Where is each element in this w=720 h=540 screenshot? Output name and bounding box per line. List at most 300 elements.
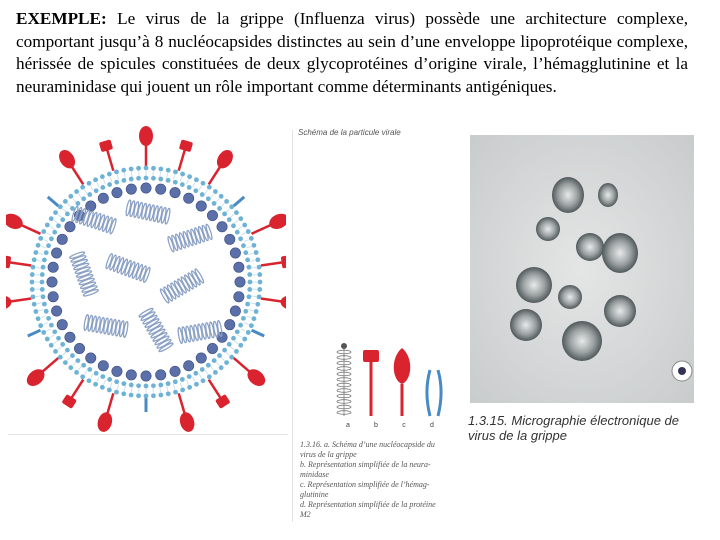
lipid-head xyxy=(200,192,205,197)
matrix-protein xyxy=(170,187,180,197)
hemagglutinin-head xyxy=(214,147,237,171)
lipid-head xyxy=(114,390,119,395)
lipid-head xyxy=(206,196,211,201)
lipid-head xyxy=(80,374,85,379)
lipid-head xyxy=(249,236,254,241)
lipid-tail xyxy=(246,246,251,248)
lipid-tail xyxy=(187,380,189,385)
lipid-head xyxy=(201,378,206,383)
matrix-protein xyxy=(86,201,96,211)
lipid-head xyxy=(30,287,35,292)
lipid-tail xyxy=(63,352,67,355)
lipid-tail xyxy=(211,366,214,370)
matrix-protein xyxy=(196,201,206,211)
lipid-head xyxy=(121,391,126,396)
lipid-tail xyxy=(104,179,106,184)
lipid-head xyxy=(58,204,63,209)
lipid-head xyxy=(60,217,65,222)
lipid-tail xyxy=(37,303,42,304)
lipid-tail xyxy=(221,204,225,208)
lipid-tail xyxy=(117,175,118,180)
nucleocapsid xyxy=(125,200,171,225)
matrix-protein xyxy=(51,248,61,258)
lipid-head xyxy=(222,211,227,216)
lipid-head xyxy=(36,316,41,321)
neuraminidase-detail xyxy=(363,350,379,416)
virion-particle xyxy=(602,233,638,273)
lipid-head xyxy=(75,358,80,363)
lipid-envelope xyxy=(30,166,263,399)
neuraminidase-head xyxy=(61,394,77,409)
lipid-head xyxy=(129,393,134,398)
lipid-head xyxy=(241,316,246,321)
lipid-head xyxy=(41,265,46,270)
virion-particle xyxy=(604,295,636,327)
lipid-tail xyxy=(160,387,161,392)
virion-particle xyxy=(562,321,602,361)
virion-particle xyxy=(598,183,618,207)
lipid-tail xyxy=(50,227,54,230)
lipid-tail xyxy=(199,374,202,378)
lipid-head xyxy=(213,189,218,194)
matrix-protein xyxy=(51,306,61,316)
matrix-protein xyxy=(156,370,166,380)
lipid-head xyxy=(46,316,51,321)
lipid-head xyxy=(212,201,217,206)
lipid-head xyxy=(222,348,227,353)
m2-spike xyxy=(252,330,265,336)
lipid-head xyxy=(100,185,105,190)
lipid-head xyxy=(252,316,257,321)
lipid-head xyxy=(200,367,205,372)
lipid-head xyxy=(114,169,119,174)
lipid-tail xyxy=(58,214,62,217)
lipid-head xyxy=(224,199,229,204)
lipid-head xyxy=(136,383,141,388)
lipid-head xyxy=(213,370,218,375)
lipid-head xyxy=(227,217,232,222)
lipid-head xyxy=(87,192,92,197)
lipid-head xyxy=(193,188,198,193)
lipid-head xyxy=(187,174,192,179)
lipid-head xyxy=(107,172,112,177)
lipid-tail xyxy=(43,323,48,325)
lipid-head xyxy=(65,348,70,353)
lipid-head xyxy=(65,211,70,216)
lipid-head xyxy=(129,383,134,388)
matrix-protein xyxy=(234,292,244,302)
legend-line: virus de la grippe xyxy=(300,450,357,459)
lipid-head xyxy=(166,178,171,183)
hemagglutinin-head xyxy=(56,147,79,171)
lipid-head xyxy=(45,337,50,342)
lipid-tail xyxy=(211,194,214,198)
lipid-head xyxy=(136,393,141,398)
m2-protein-detail xyxy=(427,370,441,416)
lipid-head xyxy=(107,182,112,187)
lipid-head xyxy=(207,374,212,379)
lipid-head xyxy=(32,302,37,307)
virion-particle xyxy=(510,309,542,341)
lipid-head xyxy=(242,223,247,228)
hemagglutinin-head xyxy=(178,411,197,432)
lipid-tail xyxy=(63,209,67,212)
lipid-head xyxy=(235,329,240,334)
legend-line: minidase xyxy=(300,470,329,479)
hemagglutinin-detail xyxy=(394,348,411,416)
electron-micrograph xyxy=(470,135,694,403)
lipid-head xyxy=(187,374,192,379)
lipid-tail xyxy=(180,177,182,182)
matrix-protein xyxy=(74,343,84,353)
lipid-tail xyxy=(160,172,161,177)
lipid-head xyxy=(245,257,250,262)
lipid-tail xyxy=(68,204,72,208)
m2-spike xyxy=(48,197,59,206)
lipid-head xyxy=(229,355,234,360)
lipid-tail xyxy=(54,341,58,344)
lipid-head xyxy=(194,177,199,182)
lipid-head xyxy=(151,176,156,181)
neuraminidase-head xyxy=(215,394,231,409)
lipid-head xyxy=(158,383,163,388)
lipid-head xyxy=(158,177,163,182)
matrix-protein xyxy=(234,262,244,272)
lipid-tail xyxy=(250,260,255,261)
hemagglutinin-head xyxy=(139,126,153,146)
lipid-tail xyxy=(124,386,125,391)
lipid-head xyxy=(46,243,51,248)
lipid-tail xyxy=(73,362,76,366)
lipid-head xyxy=(107,388,112,393)
lipid-head xyxy=(234,210,239,215)
lipid-head xyxy=(238,343,243,348)
lipid-head xyxy=(52,329,57,334)
spike-labels xyxy=(334,422,454,429)
nucleocapsid xyxy=(138,307,173,352)
lipid-head xyxy=(144,166,149,171)
lipid-head xyxy=(246,229,251,234)
matrix-protein xyxy=(225,234,235,244)
lipid-tail xyxy=(251,268,256,269)
lipid-head xyxy=(60,342,65,347)
lipid-head xyxy=(248,280,253,285)
lipid-head xyxy=(257,265,262,270)
matrix-protein xyxy=(225,319,235,329)
lipid-head xyxy=(32,257,37,262)
lipid-head xyxy=(224,360,229,365)
lipid-head xyxy=(231,336,236,341)
matrix-protein xyxy=(112,187,122,197)
lipid-head xyxy=(42,257,47,262)
lipid-head xyxy=(42,302,47,307)
lipid-head xyxy=(49,343,54,348)
intro-text: Le virus de la grippe (Influenza virus) possède une architecture complexe, comportant jusqu’à 8 nucléocapsides distinctes au sein d’une enveloppe lipoprotéique complexe, hérissée de spicules constituées de deux glycoprotéines d’origine virale, l’hémagglutinine et la neuraminidase qui jouent un rôle important comme déterminants antigéniques. xyxy=(16,9,688,96)
lipid-head xyxy=(74,189,79,194)
lipid-tail xyxy=(234,220,238,223)
matrix-protein xyxy=(112,366,122,376)
legend-line: c. Représentation simplifiée de l’hémag- xyxy=(300,480,430,489)
lipid-head xyxy=(246,330,251,335)
lipid-head xyxy=(129,167,134,172)
lipid-tail xyxy=(199,186,202,190)
lipid-tail xyxy=(173,384,174,389)
lipid-head xyxy=(158,167,163,172)
lipid-head xyxy=(255,302,260,307)
matrix-protein xyxy=(207,210,217,220)
matrix-protein xyxy=(235,277,245,287)
lipid-head xyxy=(158,393,163,398)
lipid-head xyxy=(129,177,134,182)
lipid-head xyxy=(180,377,185,382)
lipid-head xyxy=(49,323,54,328)
lipid-head xyxy=(238,236,243,241)
nucleocapsid xyxy=(167,224,213,253)
virion-particle xyxy=(552,177,584,213)
lipid-head xyxy=(201,181,206,186)
lipid-tail xyxy=(216,199,219,203)
lipid-head xyxy=(94,371,99,376)
lipid-head xyxy=(247,294,252,299)
lipid-head xyxy=(247,272,252,277)
lipid-head xyxy=(212,358,217,363)
lipid-head xyxy=(241,243,246,248)
lipid-head xyxy=(193,371,198,376)
matrix-protein xyxy=(183,361,193,371)
lipid-tail xyxy=(167,386,168,391)
lipid-head xyxy=(151,383,156,388)
matrix-protein xyxy=(230,248,240,258)
lipid-head xyxy=(49,236,54,241)
lipid-head xyxy=(229,204,234,209)
lipid-tail xyxy=(46,329,50,331)
legend-line: b. Représentation simplifiée de la neura- xyxy=(300,460,431,469)
lipid-head xyxy=(36,243,41,248)
lipid-head xyxy=(173,379,178,384)
legend-line: d. Représentation simplifiée de la protéine xyxy=(300,500,436,509)
lipid-tail xyxy=(193,377,195,381)
neuraminidase-head xyxy=(179,139,193,152)
lipid-tail xyxy=(248,253,253,254)
lipid-tail xyxy=(244,323,249,325)
lipid-tail xyxy=(78,366,81,370)
lipid-head xyxy=(219,365,224,370)
matrix-protein xyxy=(230,306,240,316)
lipid-head xyxy=(247,287,252,292)
lipid-tail xyxy=(205,370,208,374)
lipid-tail xyxy=(205,190,208,194)
lipid-head xyxy=(52,230,57,235)
lipid-head xyxy=(41,294,46,299)
matrix-protein xyxy=(47,277,57,287)
matrix-protein xyxy=(126,370,136,380)
lipid-tail xyxy=(246,316,251,318)
lipid-head xyxy=(144,176,149,181)
lipid-head xyxy=(81,196,86,201)
lipid-tail xyxy=(84,190,87,194)
lipid-head xyxy=(56,336,61,341)
lipid-tail xyxy=(36,268,41,269)
lipid-tail xyxy=(110,382,112,387)
lipid-head xyxy=(187,185,192,190)
matrix-protein xyxy=(98,193,108,203)
lipid-head xyxy=(93,177,98,182)
lipid-tail xyxy=(248,309,253,310)
lipid-head xyxy=(151,393,156,398)
nucleocapsid xyxy=(177,320,222,343)
lipid-tail xyxy=(238,227,242,230)
lipid-head xyxy=(56,223,61,228)
matrix-protein xyxy=(156,184,166,194)
lipid-head xyxy=(45,223,50,228)
lipid-head xyxy=(173,180,178,185)
virion-particle xyxy=(558,285,582,309)
hemagglutinin-head xyxy=(267,211,286,232)
lipid-head xyxy=(166,381,171,386)
matrix-protein xyxy=(126,184,136,194)
lipid-head xyxy=(257,294,262,299)
matrix-protein xyxy=(183,193,193,203)
lipid-tail xyxy=(58,347,62,350)
matrix-protein xyxy=(48,292,58,302)
lipid-head xyxy=(100,174,105,179)
lipid-tail xyxy=(251,296,256,297)
matrix-protein xyxy=(86,353,96,363)
lipid-head xyxy=(33,250,38,255)
nucleocapsid xyxy=(83,314,128,337)
legend-line: glutinine xyxy=(300,490,329,499)
lipid-head xyxy=(87,181,92,186)
lipid-tail xyxy=(36,296,41,297)
lipid-head xyxy=(63,199,68,204)
hemagglutinin-head xyxy=(6,211,25,232)
lipid-head xyxy=(243,309,248,314)
neuraminidase-head xyxy=(281,255,286,268)
lipid-head xyxy=(254,250,259,255)
lipid-tail xyxy=(124,173,125,178)
lipid-head xyxy=(30,272,35,277)
lipid-head xyxy=(136,166,141,171)
lipid-head xyxy=(114,379,119,384)
lipid-tail xyxy=(250,303,255,304)
lipid-head xyxy=(74,370,79,375)
lipid-head xyxy=(258,280,263,285)
nucleocapsids xyxy=(69,200,223,353)
lipid-tail xyxy=(68,357,72,361)
lipid-tail xyxy=(84,370,87,374)
lipid-head xyxy=(40,287,45,292)
lipid-head xyxy=(166,391,171,396)
lipid-head xyxy=(31,294,36,299)
virion-particle xyxy=(576,233,604,261)
spike-label-b: b xyxy=(374,422,378,429)
lipid-tail xyxy=(216,362,219,366)
lipid-head xyxy=(121,168,126,173)
nucleocapsid xyxy=(69,251,99,297)
lipid-head xyxy=(257,272,262,277)
spike-label-c: c xyxy=(402,422,406,429)
lipid-head xyxy=(68,365,73,370)
matrix-protein xyxy=(65,332,75,342)
lipid-tail xyxy=(97,182,99,186)
lipid-head xyxy=(40,280,45,285)
lipid-tail xyxy=(226,209,230,212)
panel-title: Schéma de la particule virale xyxy=(298,128,401,137)
lipid-head xyxy=(238,323,243,328)
legend-line: 1.3.16. a. Schéma d’une nucléocapside du xyxy=(300,440,435,449)
lipid-head xyxy=(219,194,224,199)
lipid-head xyxy=(107,377,112,382)
lipid-head xyxy=(94,188,99,193)
lipid-tail xyxy=(50,335,54,338)
lipid-head xyxy=(38,323,43,328)
lipid-head xyxy=(245,302,250,307)
lipid-head xyxy=(38,236,43,241)
matrix-protein xyxy=(65,222,75,232)
lipid-tail xyxy=(244,240,249,242)
spike-label-a: a xyxy=(346,422,350,429)
lipid-tail xyxy=(230,214,234,217)
lipid-tail xyxy=(187,179,189,184)
lipid-head xyxy=(87,378,92,383)
lipid-head xyxy=(80,185,85,190)
lipid-head xyxy=(53,210,58,215)
lipid-head xyxy=(255,257,260,262)
lipid-head xyxy=(41,229,46,234)
lipid-head xyxy=(121,178,126,183)
lipid-tail xyxy=(226,352,230,355)
example-label: EXEMPLE: xyxy=(16,9,107,28)
lipid-head xyxy=(180,172,185,177)
virus-diagram xyxy=(6,122,286,432)
m2-spike xyxy=(28,330,41,336)
hemagglutinin-head xyxy=(95,411,114,432)
matrix-protein xyxy=(57,319,67,329)
lipid-tail xyxy=(43,240,48,242)
lipid-tail xyxy=(132,387,133,392)
lipid-head xyxy=(33,309,38,314)
lipid-head xyxy=(31,265,36,270)
lipid-head xyxy=(243,250,248,255)
lipid-head xyxy=(40,272,45,277)
lipid-head xyxy=(75,201,80,206)
lipid-head xyxy=(173,169,178,174)
lipid-tail xyxy=(39,309,44,310)
lipid-tail xyxy=(73,199,76,203)
matrix-protein xyxy=(141,183,151,193)
matrix-protein xyxy=(217,222,227,232)
matrix-protein xyxy=(141,371,151,381)
lipid-head xyxy=(254,309,259,314)
lipid-tail xyxy=(41,246,46,248)
lipid-tail xyxy=(104,380,106,385)
lipid-head xyxy=(242,337,247,342)
lipid-head xyxy=(231,223,236,228)
matrix-protein xyxy=(196,353,206,363)
lipid-tail xyxy=(132,172,133,177)
lipid-tail xyxy=(173,175,174,180)
lipid-tail xyxy=(37,260,42,261)
lipid-tail xyxy=(180,382,182,387)
lipid-tail xyxy=(41,316,46,318)
lipid-head xyxy=(238,216,243,221)
lipid-tail xyxy=(234,341,238,344)
lipid-head xyxy=(93,382,98,387)
lipid-head xyxy=(194,382,199,387)
lipid-tail xyxy=(78,194,81,198)
lipid-head xyxy=(49,216,54,221)
lipid-head xyxy=(136,176,141,181)
